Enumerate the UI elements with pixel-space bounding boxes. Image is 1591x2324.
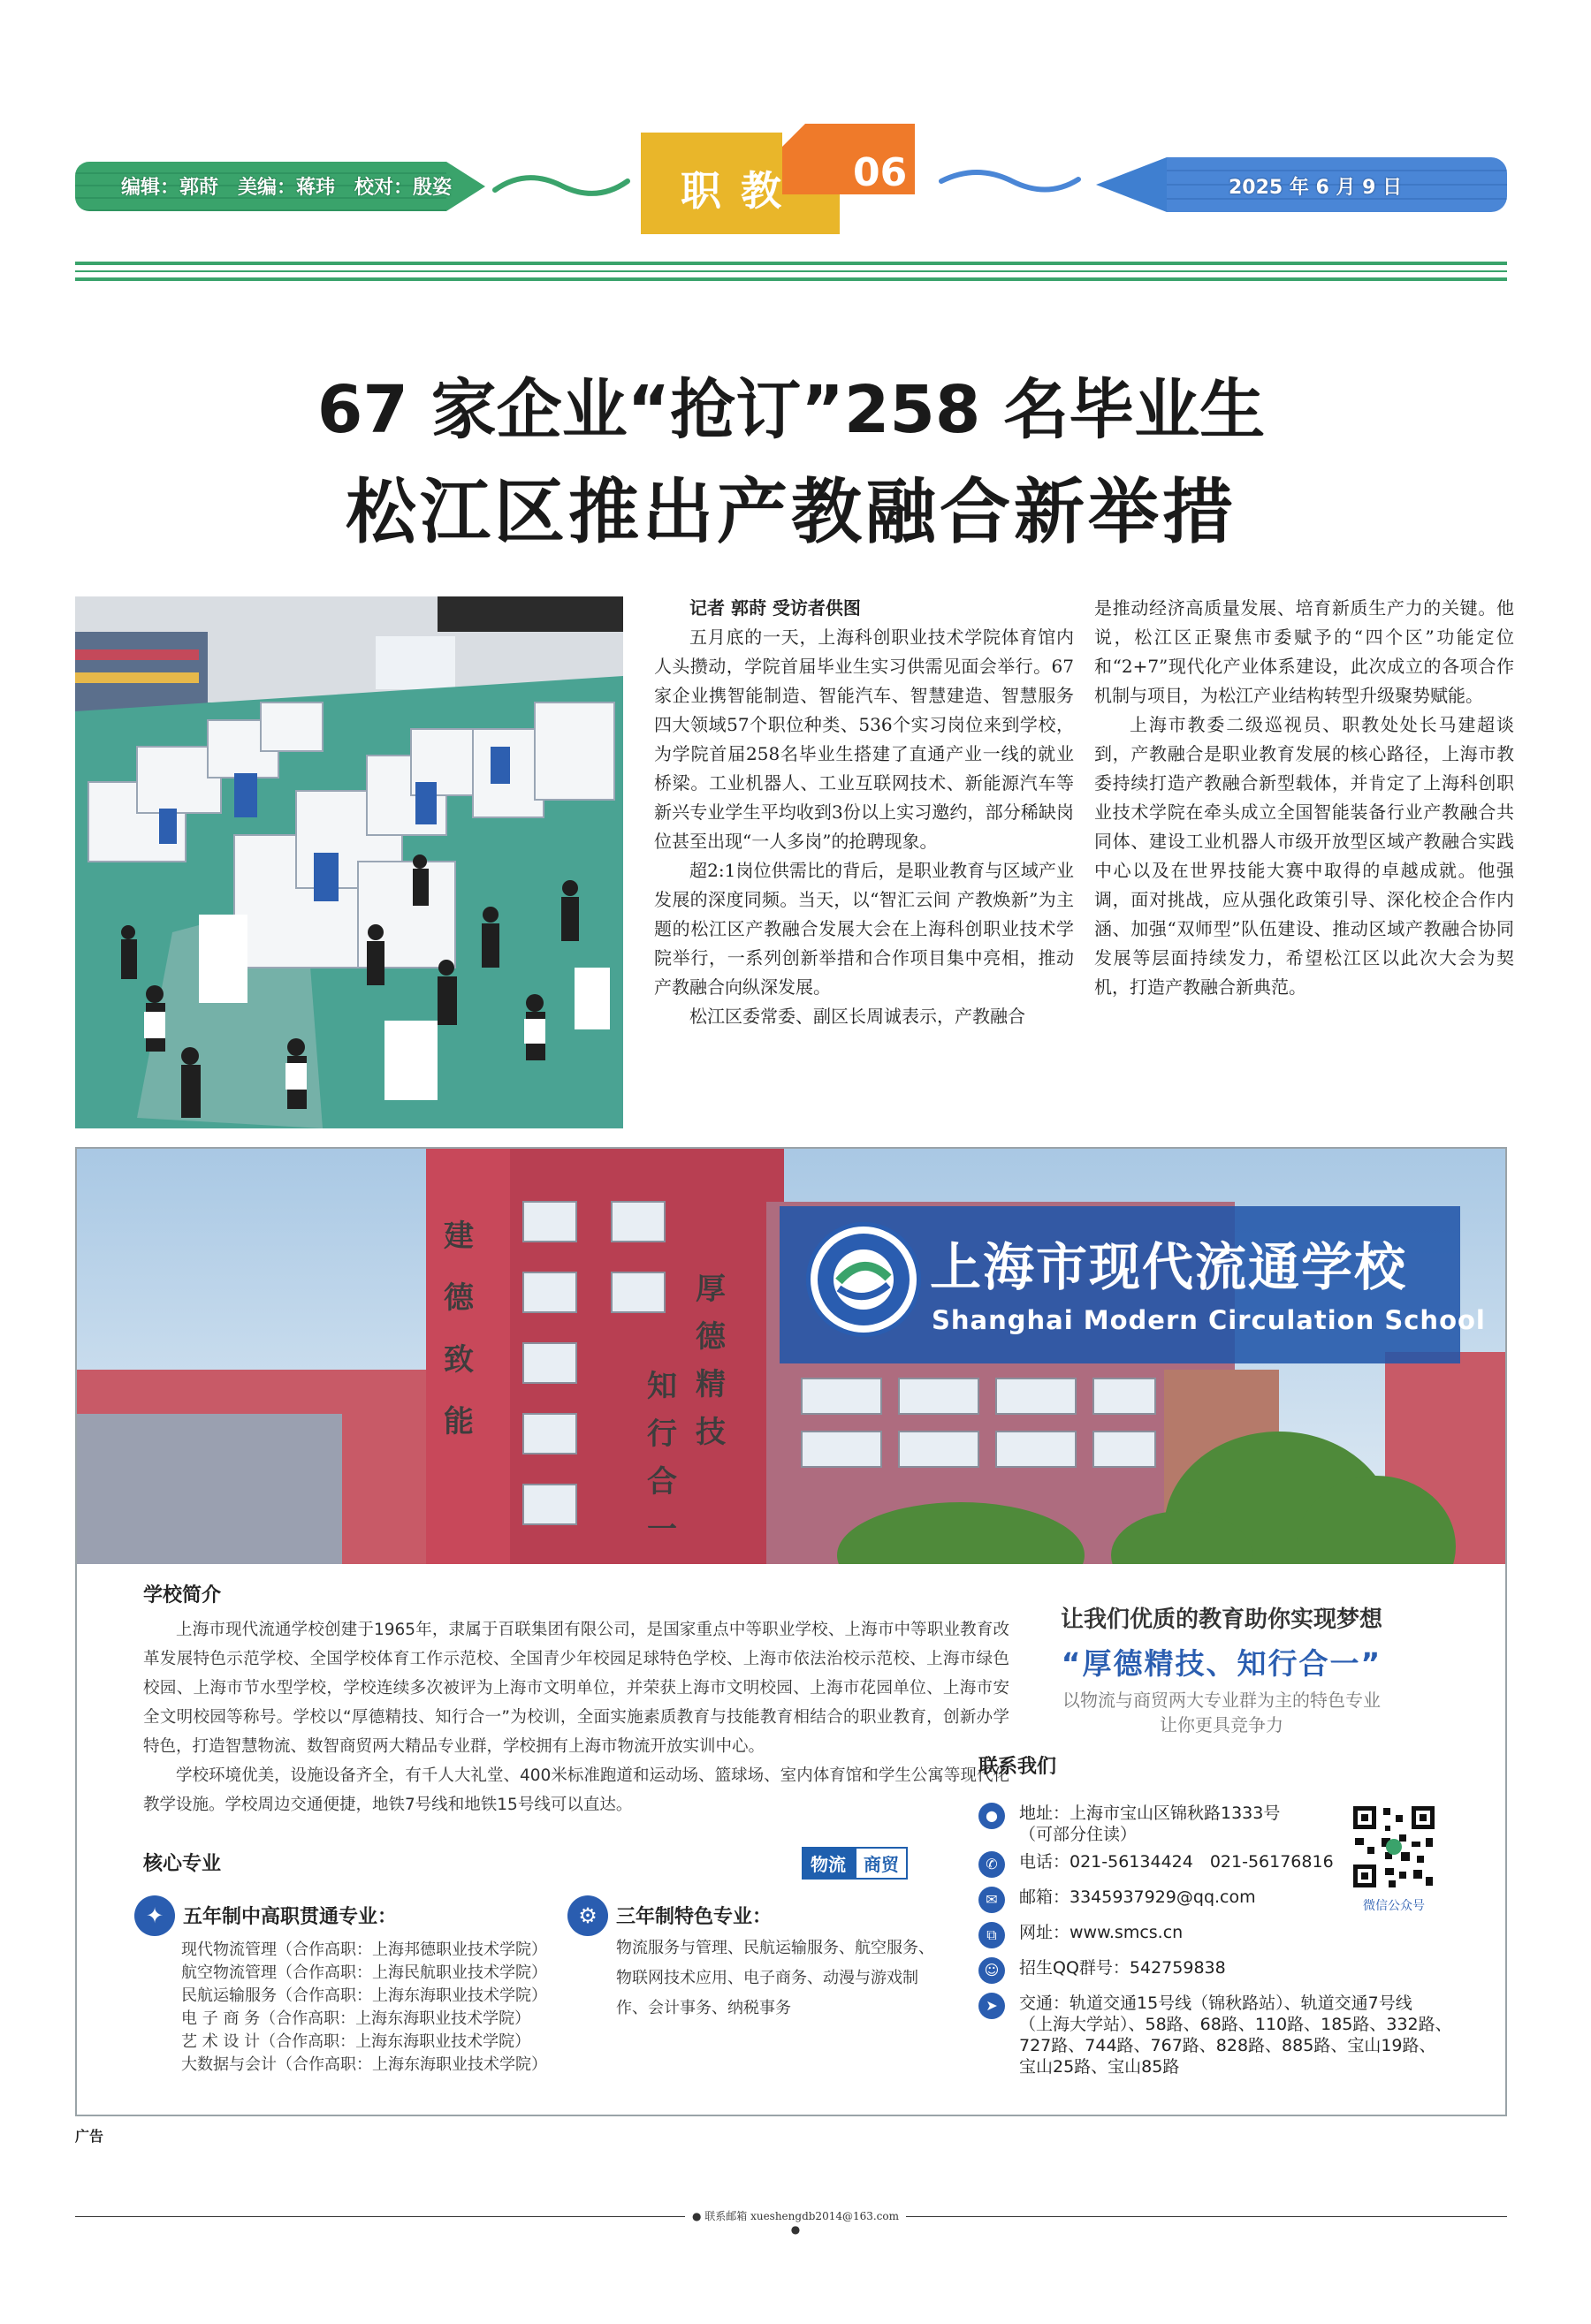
footer-rule-left xyxy=(75,2216,685,2217)
header-rule-bottom xyxy=(75,277,1507,281)
calligraphy-right: 厚德精技 知行合一 xyxy=(647,1272,726,1547)
date-pencil-banner xyxy=(1096,157,1507,212)
contact-email xyxy=(978,1887,1256,1913)
slogan-dream: 让我们优质的教育助你实现梦想 xyxy=(1060,1606,1382,1633)
school-logo-icon xyxy=(806,1222,921,1337)
footer-contact-email: ● 联系邮箱 xueshengdb2014@163.com ● xyxy=(691,2210,900,2236)
slogan-features xyxy=(1014,1688,1429,1737)
slogan-features-line: 让你更具竞争力 xyxy=(1160,1714,1283,1735)
school-building-photo xyxy=(77,1149,1505,1564)
traffic-line: 727路、744路、767路、828路、885路、宝山19路、 xyxy=(1019,2036,1436,2055)
location-pin-icon: ● xyxy=(978,1803,1005,1829)
school-intro xyxy=(143,1615,1009,1819)
headline-line-1: 67 家企业“抢订”258 名毕业生 xyxy=(316,372,1266,448)
web-icon: ⧉ xyxy=(978,1922,1005,1948)
traffic-line: 交通：轨道交通15号线（锦秋路站）、轨道交通7号线 xyxy=(1019,1994,1412,2013)
editor-pencil-banner xyxy=(75,162,473,211)
mail-icon: ✉ xyxy=(978,1887,1005,1913)
calligraphy-left: 建德致能 xyxy=(444,1219,474,1439)
wechat-qr-code xyxy=(1350,1803,1438,1891)
slogan-features-line: 以物流与商贸两大专业群为主的特色专业 xyxy=(1062,1690,1381,1711)
contact-address xyxy=(978,1803,1280,1845)
website-text: 网址：www.smcs.cn xyxy=(1019,1923,1184,1942)
footer-rule-right xyxy=(906,2216,1507,2217)
five-year-title: 五年制中高职贯通专业： xyxy=(183,1906,398,1928)
graduation-cap-icon: ✦ xyxy=(134,1895,175,1936)
list-item: 艺 术 设 计（合作高职：上海东海职业技术学院） xyxy=(181,2032,531,2051)
article-paragraph: 五月底的一天，上海科创职业技术学院体育馆内人头攒动，学院首届毕业生实习供需见面会举行。67家企业携智能制造、智能汽车、智慧建造、智慧服务四大领域57个职位种类、536个实习岗位来到学校，为学院首届258名毕业生搭建了直通产业一线的就业桥梁。工业机器人、工业互联网技术、新能源汽车等新兴专业学生平均收到3份以上实习邀约，部分稀缺岗位甚至出现“一人多岗”的抢聘现象。 xyxy=(654,627,1074,852)
header-rule-top xyxy=(75,262,1507,265)
school-advertisement xyxy=(75,1147,1507,2116)
page-number: 06 xyxy=(853,150,908,195)
article-paragraph: 上海市教委二级巡视员、职教处处长马建超谈到，产教融合是职业教育发展的核心路径，上海市教委持续打造产教融合新型载体，并肯定了上海科创职业技术学院在牵头成立全国智能装备行业产教融合共同体、建设工业机器人市级开放型区域产教融合实践中心以及在世界技能大赛中取得的卓越成就。他强调，面对挑战，应从强化政策引导、深化校企合作内涵、加强“双师型”队伍建设、推动区域产教融合协同发展等层面持续发力，希望松江区以此次大会为契机，打造产教融合新典范。 xyxy=(1094,714,1514,998)
list-item: 电 子 商 务（合作高职：上海东海职业技术学院） xyxy=(181,2009,531,2028)
contact-qq xyxy=(978,1957,1226,1984)
article-paragraph-continued: 是推动经济高质量发展、培育新质生产力的关键。他说，松江区正聚焦市委赋予的“四个区”功能定位和“2+7”现代化产业体系建设，此次成立的各项合作机制与项目，为松江产业结构转型升级聚势赋能。 xyxy=(1094,597,1514,706)
contact-traffic xyxy=(978,1993,1452,2077)
editor-credits: 编辑：郭莳 美编：蒋玮 校对：殷姿 xyxy=(121,177,453,199)
list-item: 大数据与会计（合作高职：上海东海职业技术学院） xyxy=(181,2055,547,2074)
article-paragraph: 超2:1岗位供需比的背后，是职业教育与区域产业发展的深度同频。当天，以“智汇云间 产教焕新”为主题的松江区产教融合发展大会在上海科创职业技术学院举行，一系列创新举措和合作项目集中亮相，推动产教融合向纵深发展。 xyxy=(654,860,1074,998)
list-item: 现代物流管理（合作高职：上海邦德职业技术学院） xyxy=(181,1940,547,1959)
wave-decoration-right xyxy=(937,163,1083,199)
traffic-line: 宝山25路、宝山85路 xyxy=(1019,2057,1180,2077)
phone-icon: ✆ xyxy=(978,1851,1005,1878)
qq-icon: ☺ xyxy=(978,1957,1005,1984)
address-text: 地址：上海市宝山区锦秋路1333号 xyxy=(1019,1804,1281,1823)
three-year-majors: 物流服务与管理、民航运输服务、航空服务、物联网技术应用、电子商务、动漫与游戏制作、会计事务、纳税事务 xyxy=(616,1939,934,2017)
five-year-majors xyxy=(181,1939,547,2077)
section-title: 职教 xyxy=(681,167,801,215)
three-year-title: 三年制特色专业： xyxy=(616,1906,773,1928)
qr-caption: 微信公众号 xyxy=(1363,1899,1425,1913)
article-paragraph: 松江区委常委、副区长周诚表示，产教融合 xyxy=(689,1006,1025,1027)
gear-icon: ⚙ xyxy=(567,1895,608,1936)
article-column-2 xyxy=(1094,594,1514,1002)
school-name-cn: 上海市现代流通学校 xyxy=(930,1237,1408,1297)
job-fair-photo xyxy=(75,596,623,1128)
intro-paragraph: 上海市现代流通学校创建于1965年，隶属于百联集团有限公司，是国家重点中等职业学校、上海市中等职业教育改革发展特色示范学校、全国学校体育工作示范校、全国青少年校园足球特色学校、上海市依法治校示范校、上海市绿色校园、上海市节水型学校，学校连续多次被评为上海市文明单位，并荣获上海市文明校园、上海市花园单位、上海市安全文明校园等称号。学校以“厚德精技、知行合一”为校训，全面实施素质教育与技能教育相结合的职业教育，创新办学特色，打造智慧物流、数智商贸两大精品专业群，学校拥有上海市物流开放实训中心。 xyxy=(143,1621,1009,1756)
phone-text: 电话：021-56134424 021-56176816 xyxy=(1019,1852,1334,1872)
headline-line-2: 松江区推出产教融合新举措 xyxy=(346,471,1237,553)
slogan-motto: “厚德精技、知行合一” xyxy=(1061,1646,1382,1681)
wave-decoration-left xyxy=(491,168,632,203)
intro-heading: 学校简介 xyxy=(143,1584,222,1606)
contact-phone xyxy=(978,1851,1334,1878)
intro-paragraph: 学校环境优美，设施设备齐全，有千人大礼堂、400米标准跑道和运动场、篮球场、室内体育馆和学生公寓等现代化教学设施。学校周边交通便捷，地铁7号线和地铁15号线可以直达。 xyxy=(143,1766,1009,1814)
badge-commerce: 商贸 xyxy=(855,1847,908,1880)
school-name-banner xyxy=(780,1206,1486,1363)
major-group-badges xyxy=(802,1847,908,1880)
core-majors-heading: 核心专业 xyxy=(143,1853,222,1875)
list-item: 民航运输服务（合作高职：上海东海职业技术学院） xyxy=(181,1986,547,2005)
badge-logistics: 物流 xyxy=(802,1847,855,1880)
contact-heading: 联系我们 xyxy=(978,1756,1057,1778)
school-name-en: Shanghai Modern Circulation School xyxy=(932,1305,1486,1335)
traffic-line: （上海大学站）、58路、68路、110路、185路、332路、 xyxy=(1019,2015,1452,2034)
issue-date: 2025 年 6 月 9 日 xyxy=(1229,177,1403,199)
list-item: 航空物流管理（合作高职：上海民航职业技术学院） xyxy=(181,1963,547,1982)
header-rule-middle xyxy=(75,270,1507,272)
qq-text: 招生QQ群号：542759838 xyxy=(1019,1958,1226,1978)
article-byline: 记者 郭莳 受访者供图 xyxy=(689,597,861,619)
address-note: （可部分住读） xyxy=(1019,1825,1138,1844)
email-text: 邮箱：3345937929@qq.com xyxy=(1019,1887,1256,1907)
contact-website xyxy=(978,1922,1183,1948)
navigation-arrow-icon: ➤ xyxy=(978,1993,1005,2019)
advertisement-label: 广告 xyxy=(75,2128,104,2145)
article-column-1 xyxy=(654,594,1074,1031)
